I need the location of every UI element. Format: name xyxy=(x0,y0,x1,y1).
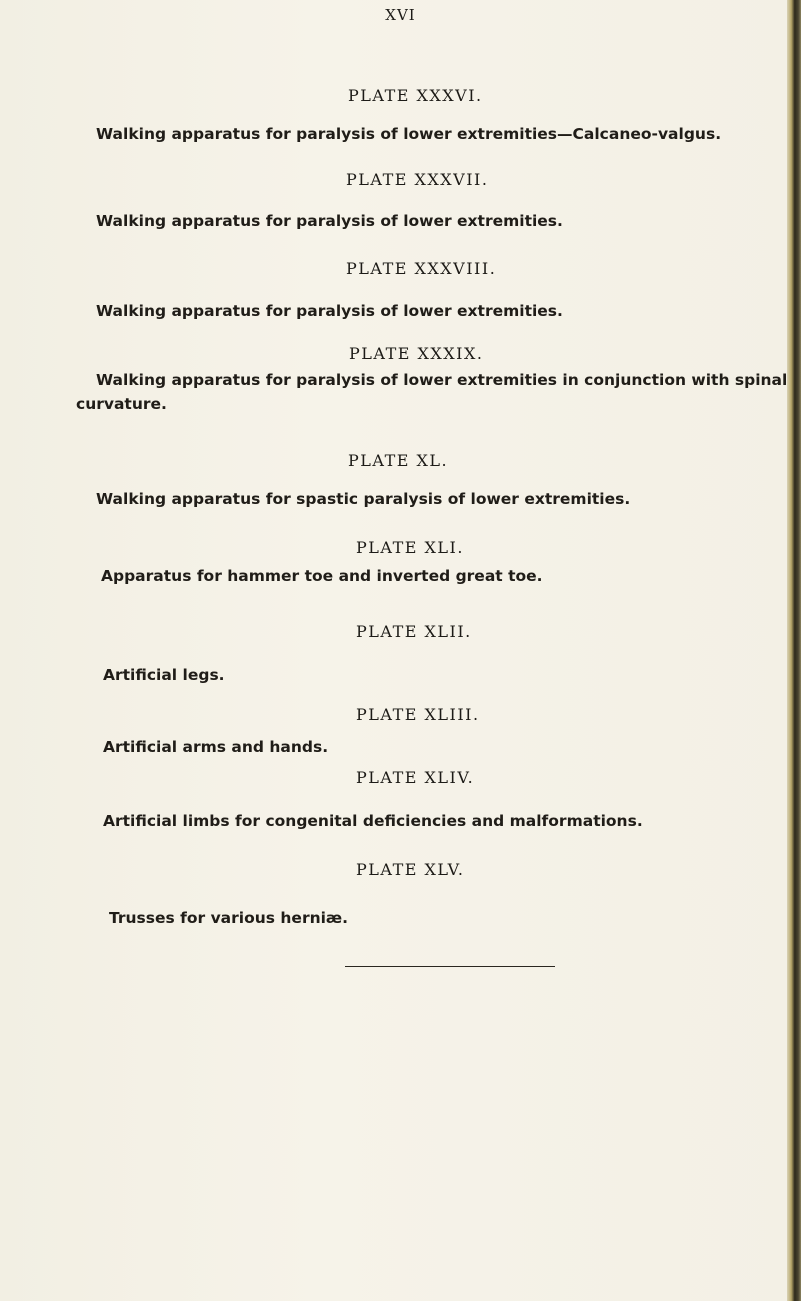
plate-heading: PLATE XXXVI. xyxy=(348,86,483,105)
plate-description: Walking apparatus for paralysis of lower extremities—Calcaneo-valgus. xyxy=(96,125,722,143)
plate-heading: PLATE XXXVII. xyxy=(346,170,489,189)
plate-heading: PLATE XLIII. xyxy=(356,705,480,724)
plate-heading: PLATE XLI. xyxy=(356,538,464,557)
plate-description: Artificial limbs for congenital deficiencies and malformations. xyxy=(103,812,643,830)
plate-description: Walking apparatus for spastic paralysis of lower extremities. xyxy=(96,490,631,508)
page-edge-binding xyxy=(787,0,801,1301)
plate-heading: PLATE XL. xyxy=(348,451,449,470)
plate-description: Artificial legs. xyxy=(103,666,225,684)
plate-description: Apparatus for hammer toe and inverted great toe. xyxy=(101,567,543,585)
plate-description: Walking apparatus for paralysis of lower extremities. xyxy=(96,212,563,230)
plate-heading: PLATE XLIV. xyxy=(356,768,475,787)
plate-description: Trusses for various herniæ. xyxy=(109,909,349,927)
plate-heading: PLATE XLV. xyxy=(356,860,465,879)
plate-description: Artificial arms and hands. xyxy=(103,738,329,756)
plate-description: Walking apparatus for paralysis of lower extremities. xyxy=(96,302,563,320)
plate-description: Walking apparatus for paralysis of lower extremities in conjunction with spinal xyxy=(96,371,788,389)
plate-description-continuation: curvature. xyxy=(76,395,167,413)
closing-rule xyxy=(345,966,555,967)
plate-heading: PLATE XXXIX. xyxy=(349,344,484,363)
plate-heading: PLATE XXXVIII. xyxy=(346,259,497,278)
page-number: XVI xyxy=(385,6,416,24)
plate-heading: PLATE XLII. xyxy=(356,622,472,641)
